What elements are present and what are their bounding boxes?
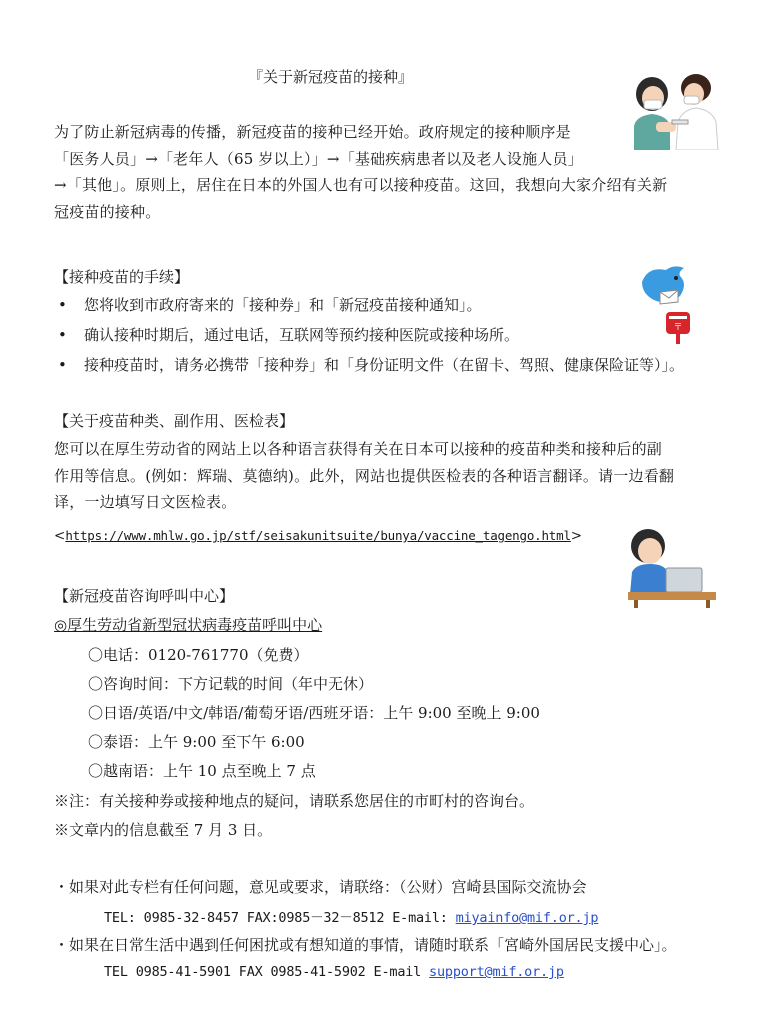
- call-center-item: 〇越南语：上午 10 点至晚上 7 点: [88, 762, 316, 780]
- call-center-heading: 【新冠疫苗咨询呼叫中心】: [54, 587, 235, 605]
- procedure-item: • 确认接种时期后，通过电话，互联网等预约接种医院或接种场所。: [58, 326, 520, 344]
- mhlw-url-link[interactable]: https://www.mhlw.go.jp/stf/seisakunitsuite/bunya/vaccine_tagengo.html: [65, 528, 571, 543]
- contact-details: TEL: 0985-32-8457 FAX:0985－32－8512 E-mail: miyainfo@mif.or.jp: [104, 910, 599, 926]
- procedure-heading: 【接种疫苗的手续】: [54, 268, 190, 286]
- bullet-icon: •: [58, 356, 67, 374]
- intro-line: →「其他」。原则上，居住在日本的外国人也有可以接种疫苗。这回，我想向大家介绍有关新: [54, 176, 668, 194]
- contact-line: ・如果对此专栏有任何问题，意见或要求，请联络：（公财）宫崎县国际交流协会: [54, 878, 587, 896]
- call-center-item: 〇泰语：上午 9:00 至下午 6:00: [88, 733, 305, 751]
- email-link[interactable]: miyainfo@mif.or.jp: [455, 910, 599, 926]
- intro-line: 冠疫苗的接种。: [54, 202, 161, 221]
- bullet-icon: •: [58, 326, 67, 344]
- call-center-item: 〇咨询时间：下方记载的时间（年中无休）: [88, 675, 374, 693]
- contact-line: ・如果在日常生活中遇到任何困扰或有想知道的事情，请随时联系「宮崎外国居民支援中心」。: [54, 936, 677, 954]
- procedure-item: • 您将收到市政府寄来的「接种券」和「新冠疫苗接种通知」。: [58, 296, 482, 314]
- procedure-item: • 接种疫苗时，请务必携带「接种券」和「身份证明文件（在留卡、驾照、健康保险证等）」。: [58, 356, 685, 374]
- mhlw-url-line: <https://www.mhlw.go.jp/stf/seisakunitsuite/bunya/vaccine_tagengo.html>: [54, 528, 583, 544]
- call-center-item: 〇日语/英语/中文/韩语/葡萄牙语/西班牙语：上午 9:00 至晚上 9:00: [88, 704, 540, 722]
- vaccine-info-heading: 【关于疫苗种类、副作用、医检表】: [54, 412, 295, 430]
- contact-details: TEL 0985-41-5901 FAX 0985-41-5902 E-mail support@mif.or.jp: [104, 964, 564, 980]
- note-line: ※文章内的信息截至 7 月 3 日。: [54, 821, 273, 839]
- bullet-icon: •: [58, 296, 67, 314]
- email-link[interactable]: support@mif.or.jp: [429, 964, 564, 980]
- boy-laptop-illustration: [624, 524, 720, 608]
- note-line: ※注：有关接种券或接种地点的疑问，请联系您居住的市町村的咨询台。: [54, 792, 535, 810]
- bird-mail-illustration: [638, 262, 698, 344]
- vaccine-info-line: 作用等信息。(例如：辉瑞、莫德纳)。此外，网站也提供医检表的各种语言翻译。请一边看翻: [54, 466, 675, 485]
- vaccine-info-line: 您可以在厚生劳动省的网站上以各种语言获得有关在日本可以接种的疫苗种类和接种后的副: [54, 440, 663, 458]
- intro-line: 为了防止新冠病毒的传播，新冠疫苗的接种已经开始。政府规定的接种顺序是: [54, 123, 571, 141]
- call-center-item: 〇电话：0120-761770（免费）: [88, 646, 309, 664]
- vaccine-info-line: 译，一边填写日文医检表。: [54, 493, 237, 511]
- svg-text:〒: 〒: [673, 323, 683, 333]
- call-center-subheading: ◎厚生劳动省新型冠状病毒疫苗呼叫中心: [54, 616, 323, 634]
- intro-paragraph: [54, 119, 667, 225]
- page-title: 『关于新冠疫苗的接种』: [248, 68, 414, 86]
- intro-line: 「医务人员」→「老年人（65 岁以上）」→「基础疾病患者以及老人设施人员」: [54, 149, 583, 168]
- vaccine-info-paragraph: [54, 436, 674, 516]
